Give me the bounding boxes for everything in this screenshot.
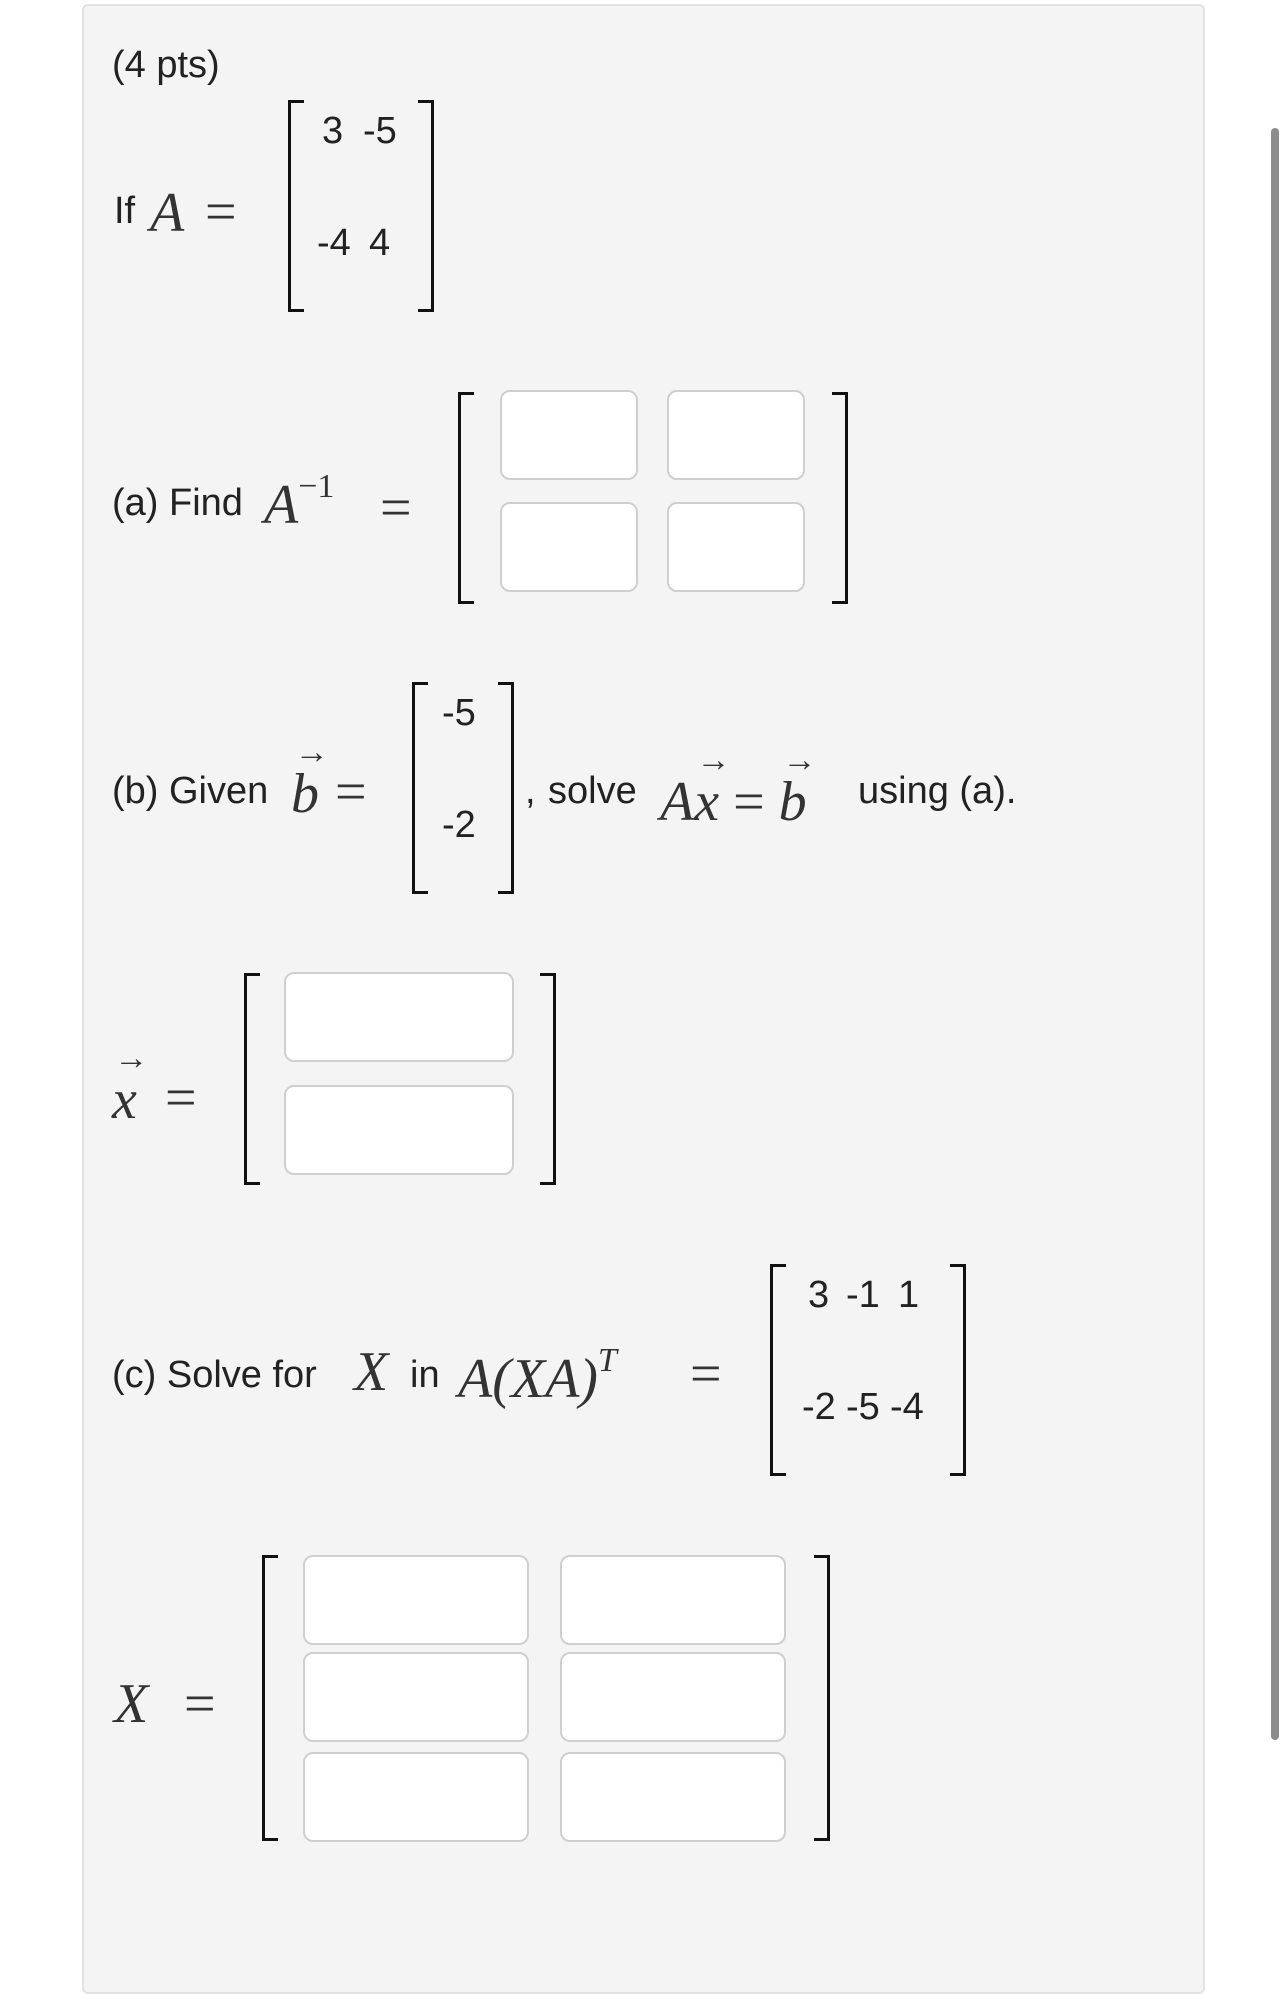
matrix-c-cell: -5 xyxy=(846,1386,880,1428)
matrix-a-cell: -5 xyxy=(363,110,397,152)
x-matrix-equals: = xyxy=(184,1673,216,1735)
equation-a: A xyxy=(660,771,695,833)
x-matrix-input-r2c2[interactable] xyxy=(560,1652,786,1742)
x-matrix-input-r1c1[interactable] xyxy=(303,1555,529,1645)
part-c-in: in xyxy=(410,1354,440,1396)
matrix-a-cell: 4 xyxy=(369,222,391,264)
scrollbar[interactable] xyxy=(1271,128,1279,1740)
part-a-expression xyxy=(264,468,335,536)
part-b-label: (b) Given xyxy=(112,770,269,812)
part-b-using: using (a). xyxy=(858,770,1017,812)
inverse-input-r2c2[interactable] xyxy=(667,502,805,592)
matrix-c-cell: -2 xyxy=(802,1386,836,1428)
x-matrix-input-r2c1[interactable] xyxy=(303,1652,529,1742)
matrix-a-cell: 3 xyxy=(322,110,344,152)
x-vector-right-bracket xyxy=(540,973,556,1185)
inverse-right-bracket xyxy=(832,392,848,604)
matrix-a-cell: -4 xyxy=(317,222,351,264)
inverse-input-r2c1[interactable] xyxy=(500,502,638,592)
x-matrix-input-r1c2[interactable] xyxy=(560,1555,786,1645)
vector-b-left-bracket xyxy=(412,682,428,894)
matrix-a-left-bracket xyxy=(288,100,304,312)
matrix-a-right-bracket xyxy=(418,100,434,312)
given-matrix-name: A xyxy=(150,182,185,244)
equation-vec-x: → x xyxy=(694,774,719,830)
part-c-exponent: T xyxy=(597,1342,617,1379)
matrix-c-cell: 1 xyxy=(898,1274,920,1316)
part-a-label: (a) Find xyxy=(112,482,243,524)
x-matrix-right-bracket xyxy=(814,1555,830,1841)
matrix-c-cell: -4 xyxy=(890,1386,924,1428)
given-equals: = xyxy=(205,181,237,243)
given-prefix: If xyxy=(114,190,136,232)
x-matrix-input-r3c2[interactable] xyxy=(560,1752,786,1842)
inverse-left-bracket xyxy=(458,392,474,604)
vec-b-symbol: → b xyxy=(291,766,319,822)
points-label: (4 pts) xyxy=(112,44,220,86)
matrix-c-cell: 3 xyxy=(808,1274,830,1316)
matrix-c-left-bracket xyxy=(770,1264,786,1476)
part-b-vector-b xyxy=(291,763,319,825)
equation-equals: = xyxy=(733,771,765,833)
part-c-var: X xyxy=(354,1341,389,1403)
part-a-exponent: −1 xyxy=(298,468,335,505)
part-b-comma: , xyxy=(525,770,536,812)
part-c-expression xyxy=(458,1342,617,1410)
vector-b-cell: -2 xyxy=(442,804,476,846)
matrix-c-cell: -1 xyxy=(846,1274,880,1316)
x-matrix-input-r3c1[interactable] xyxy=(303,1752,529,1842)
vector-b-right-bracket xyxy=(498,682,514,894)
vector-b-cell: -5 xyxy=(442,692,476,734)
x-vector-left-bracket xyxy=(244,973,260,1185)
part-c-expr: A(XA) xyxy=(458,1348,598,1410)
x-matrix-left-bracket xyxy=(262,1555,278,1841)
part-a-matrix-name: A xyxy=(264,474,299,536)
part-c-equals: = xyxy=(690,1343,722,1405)
part-b-equation xyxy=(660,771,807,833)
x-input-1[interactable] xyxy=(284,972,514,1062)
x-vector-equals: = xyxy=(165,1067,197,1129)
x-input-2[interactable] xyxy=(284,1085,514,1175)
inverse-input-r1c1[interactable] xyxy=(500,390,638,480)
inverse-input-r1c2[interactable] xyxy=(667,390,805,480)
x-vector-label xyxy=(112,1069,137,1131)
part-b-equals: = xyxy=(335,761,367,823)
matrix-c-right-bracket xyxy=(950,1264,966,1476)
part-a-equals: = xyxy=(380,477,412,539)
equation-vec-b: → b xyxy=(779,774,807,830)
x-matrix-label: X xyxy=(114,1673,149,1735)
part-c-label: (c) Solve for xyxy=(112,1354,317,1396)
part-b-solve: solve xyxy=(548,770,637,812)
x-vector-symbol: → x xyxy=(112,1072,137,1128)
